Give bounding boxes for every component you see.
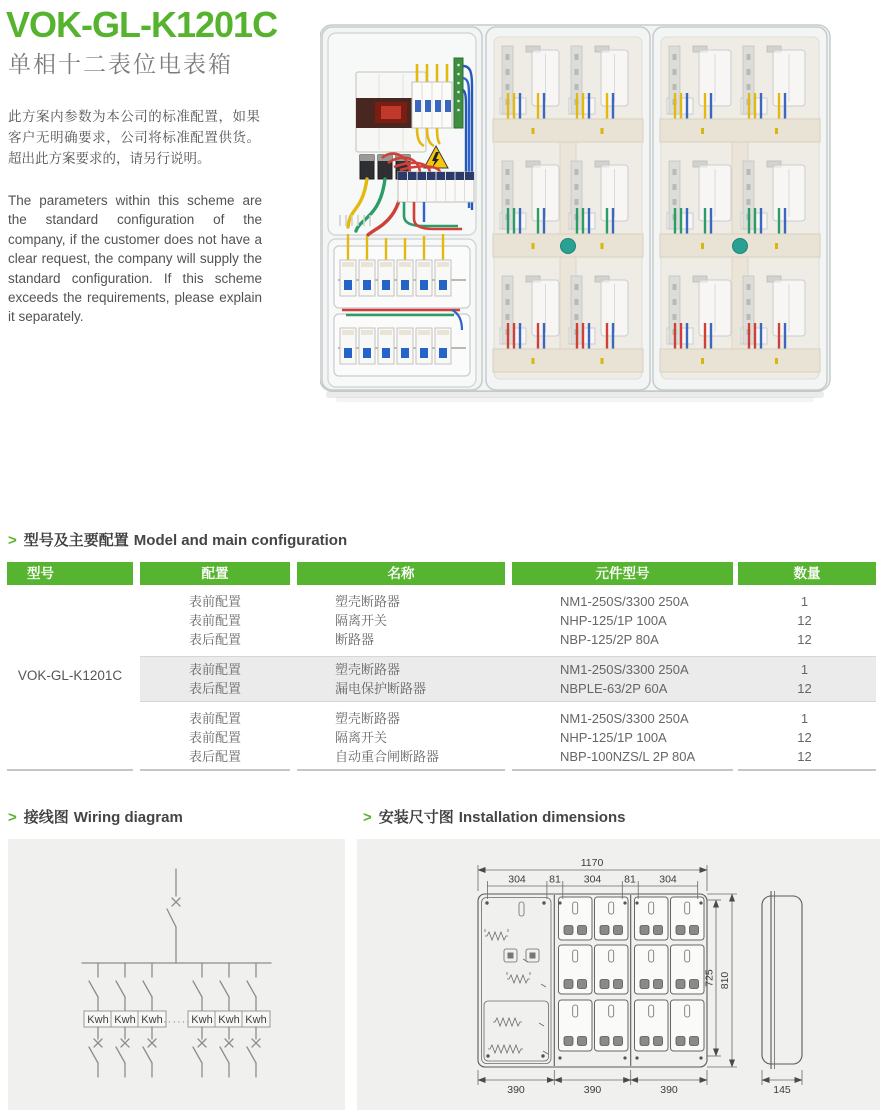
table-group: [140, 592, 876, 649]
component-model-cell: NBP-125/2P 80A: [560, 632, 659, 647]
terminal-rail: [493, 119, 643, 142]
meter-window: [635, 945, 669, 994]
feeder-branch: [138, 963, 166, 1077]
dim-segment: 304: [659, 873, 677, 886]
meter-window: [595, 897, 629, 940]
column-header: 型号: [7, 562, 133, 585]
meter-window: [559, 897, 593, 940]
seal-knob: [561, 239, 576, 254]
dim-depth: 145: [773, 1084, 791, 1096]
name-cell: 自动重合闸断路器: [335, 749, 440, 764]
config-cell: 表后配置: [188, 632, 241, 647]
table-group: [140, 709, 876, 766]
column-header: 名称: [297, 562, 505, 585]
component-model-cell: NM1-250S/3300 250A: [560, 594, 689, 609]
table-bottom-border: [140, 769, 290, 771]
component-model-cell: NM1-250S/3300 250A: [560, 662, 689, 677]
installation-dimensions-panel: [357, 839, 880, 1110]
table-bottom-border: [297, 769, 505, 771]
wiring-diagram: [8, 839, 345, 1110]
quantity-cell: 12: [797, 681, 812, 696]
table-bottom-border: [738, 769, 876, 771]
mini-breaker: [378, 260, 394, 296]
kwh-meter-label: Kwh: [218, 1014, 240, 1026]
meter-window: [635, 1000, 669, 1051]
component-model-cell: NBPLE-63/2P 60A: [560, 681, 668, 696]
quantity-cell: 12: [797, 730, 812, 745]
section-arrow-icon: >: [8, 532, 17, 549]
meter-window: [671, 897, 705, 940]
feeder-branch: [84, 963, 112, 1077]
mini-breaker: [397, 260, 413, 296]
config-cell: 表后配置: [188, 749, 241, 764]
component-model-cell: NM1-250S/3300 250A: [560, 711, 689, 726]
dim-segment: 390: [660, 1084, 678, 1096]
section-model-config-heading: [8, 529, 347, 550]
table-row: [140, 728, 876, 747]
front-view: [478, 894, 707, 1067]
quantity-cell: 12: [797, 613, 812, 628]
section-title-zh: 安装尺寸图: [378, 809, 454, 826]
mini-breaker: [359, 328, 375, 364]
meter-window: [671, 1000, 705, 1051]
meter-window: [671, 945, 705, 994]
meter-panel: [653, 27, 827, 390]
mini-breaker: [359, 260, 375, 296]
section-dimensions-heading: [363, 806, 625, 827]
table-row: [140, 747, 876, 766]
table-group: [140, 656, 876, 702]
kwh-meter-label: Kwh: [87, 1014, 109, 1026]
mini-breaker: [340, 260, 356, 296]
dim-segment: 304: [583, 873, 602, 886]
section-wiring-heading: [8, 806, 183, 827]
config-cell: 表前配置: [188, 711, 241, 726]
config-table-groups: [140, 585, 876, 766]
quantity-cell: 12: [797, 749, 812, 764]
name-cell: 漏电保护断路器: [335, 681, 427, 696]
product-photo: [320, 22, 836, 420]
name-cell: 隔离开关: [335, 613, 388, 628]
dim-segment: 390: [507, 1084, 525, 1096]
feeder-branch: [215, 963, 243, 1077]
table-row: [140, 709, 876, 728]
section-title-en: Model and main configuration: [133, 532, 348, 549]
feeder-branch: [242, 963, 270, 1077]
dim-segment: 390: [583, 1084, 602, 1096]
intro-paragraph-en: The parameters within this scheme are the standard configuration of the company, if the customer does not have a clear request, the company will supply the standard configuration. If this scheme exceeds the requirements, please explain it separately.: [8, 193, 262, 325]
mini-breaker: [340, 328, 356, 364]
config-table-header: [7, 562, 876, 585]
config-cell: 表前配置: [188, 730, 241, 745]
feeder-branch: [111, 963, 139, 1077]
dim-height-inner: 725: [703, 969, 716, 987]
wiring-diagram-panel: [8, 839, 345, 1110]
config-cell: 表后配置: [188, 681, 241, 696]
mini-breaker: [435, 328, 451, 364]
meter-panels: [486, 27, 827, 390]
kwh-meter-label: Kwh: [114, 1014, 136, 1026]
table-row: [140, 679, 876, 698]
component-model-cell: NHP-125/1P 100A: [560, 613, 667, 628]
table-bottom-border: [512, 769, 733, 771]
ellipsis-dots: ······: [163, 1016, 191, 1028]
cabinet-shadow-soft: [336, 397, 814, 402]
mini-breaker: [416, 260, 432, 296]
component-model-cell: NBP-100NZS/L 2P 80A: [560, 749, 696, 764]
dim-segment: 81: [624, 873, 636, 886]
meter-window: [595, 945, 629, 994]
meter-window: [635, 897, 669, 940]
section-arrow-icon: >: [8, 809, 17, 826]
name-cell: 塑壳断路器: [335, 662, 401, 677]
page-subtitle: 单相十二表位电表箱: [8, 51, 233, 77]
column-header: 配置: [140, 562, 290, 585]
dim-total-width: 1170: [580, 857, 604, 869]
section-title-en: Wiring diagram: [73, 809, 183, 826]
quantity-cell: 12: [797, 632, 812, 647]
table-row: [140, 630, 876, 649]
section-arrow-icon: >: [363, 809, 372, 826]
column-header: 元件型号: [512, 562, 733, 585]
meter-window: [559, 1000, 593, 1051]
mini-breaker: [378, 328, 394, 364]
intro-paragraph-zh: 此方案内参数为本公司的标准配置，如果客户无明确要求，公司将标准配置供货。超出此方案要求的，请另行说明。: [8, 109, 260, 166]
service-cabinet: [322, 27, 482, 390]
model-cell: VOK-GL-K1201C: [17, 667, 123, 683]
mini-breaker: [416, 328, 432, 364]
terminal-rail: [493, 349, 643, 372]
section-title-zh: 接线图: [23, 809, 69, 826]
name-cell: 塑壳断路器: [335, 711, 401, 726]
mini-breaker: [435, 260, 451, 296]
kwh-meter-label: Kwh: [191, 1014, 213, 1026]
main-feed: [82, 869, 271, 963]
terminal-rail: [660, 119, 820, 142]
table-row: [140, 592, 876, 611]
quantity-cell: 1: [800, 711, 809, 726]
meter-window: [559, 945, 593, 994]
mini-breaker: [397, 328, 413, 364]
seal-knob: [733, 239, 748, 254]
side-view: [762, 891, 802, 1069]
config-cell: 表前配置: [188, 613, 241, 628]
terminal-rail: [660, 349, 820, 372]
meter-panel: [486, 27, 650, 390]
kwh-meter-label: Kwh: [141, 1014, 163, 1026]
column-header: 数量: [738, 562, 876, 585]
dim-segment: 81: [549, 873, 561, 886]
dim-height-outer: 810: [719, 971, 731, 990]
name-cell: 塑壳断路器: [335, 594, 401, 609]
quantity-cell: 1: [800, 594, 809, 609]
config-cell: 表前配置: [188, 594, 241, 609]
component-model-cell: NHP-125/1P 100A: [560, 730, 667, 745]
name-cell: 断路器: [335, 632, 375, 647]
feeder-branch: [188, 963, 216, 1077]
page-title: VOK-GL-K1201C: [6, 4, 278, 45]
cabinet-shadow: [326, 391, 824, 398]
meter-window: [595, 1000, 629, 1051]
table-bottom-border: [7, 769, 133, 771]
dim-segment: 304: [508, 873, 526, 886]
name-cell: 隔离开关: [335, 730, 388, 745]
config-cell: 表前配置: [188, 662, 241, 677]
quantity-cell: 1: [800, 662, 809, 677]
kwh-meter-label: Kwh: [245, 1014, 267, 1026]
section-title-en: Installation dimensions: [458, 809, 626, 826]
table-row: [140, 660, 876, 679]
installation-drawing: [357, 839, 880, 1110]
front-service-section: [482, 898, 552, 1064]
table-row: [140, 611, 876, 630]
section-title-zh: 型号及主要配置: [23, 532, 129, 549]
